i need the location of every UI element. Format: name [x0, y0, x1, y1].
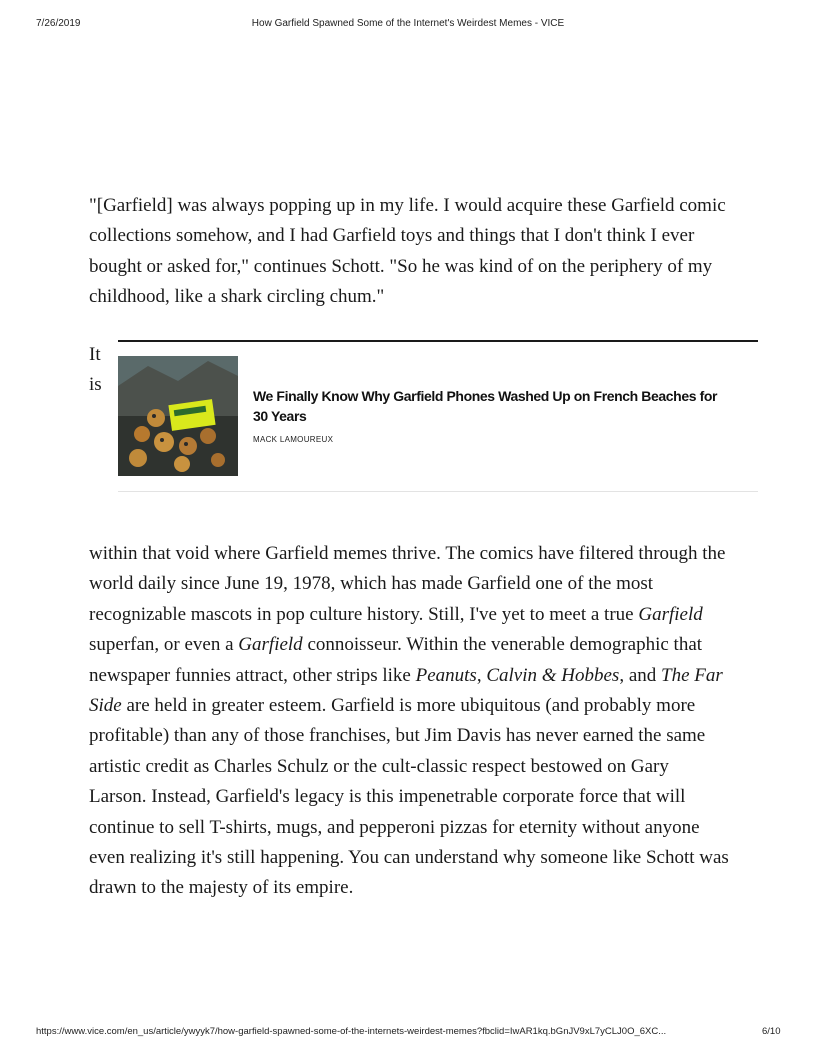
print-source-url: https://www.vice.com/en_us/article/ywyyk7/how-garfield-spawned-some-of-the-internets-weirdest-memes?fbclid=IwAR1kq.bGnJV9xL7yCLJ0O_6XC... — [36, 1026, 667, 1037]
related-article-headline[interactable]: We Finally Know Why Garfield Phones Washed Up on French Beaches for 30 Years — [253, 388, 718, 424]
interrupted-text-word: It — [89, 344, 101, 365]
related-article-author[interactable]: MACK LAMOUREUX — [253, 435, 334, 444]
article-paragraph: within that void where Garfield memes thrive. The comics have filtered through the world daily since June 19, 1978, which has made Garfield one of the most recognizable mascots in pop culture history. Still, I've yet to meet a true Garfield superfan, or even a Garfield connoisseur. Within the venerable demographic that newspaper funnies attract, other strips like Peanuts, Calvin & Hobbes, and The Far Side are held in greater esteem. Garfield is more ubiquitous (and probably more profitable) than any of those franchises, but Jim Davis has never earned the same artistic credit as Charles Schulz or the cult-classic respect bestowed on Gary Larson. Instead, Garfield's legacy is this impenetrable corporate force that will continue to sell T-shirts, mugs, and pepperoni pizzas for eternity without anyone even realizing it's still happening. You can understand why someone like Schott was drawn to the majesty of its empire. — [89, 543, 729, 899]
print-date: 7/26/2019 — [36, 18, 81, 29]
garfield-phones-beach-photo-icon[interactable] — [118, 356, 238, 476]
card-top-rule — [118, 340, 758, 342]
print-page-number: 6/10 — [762, 1026, 781, 1037]
print-page-title: How Garfield Spawned Some of the Internet's Weirdest Memes - VICE — [251, 18, 565, 29]
interrupted-text-word: is — [89, 374, 102, 395]
article-paragraph: "[Garfield] was always popping up in my life. I would acquire these Garfield comic collections somehow, and I had Garfield toys and things that I don't think I ever bought or asked for," continues Schott. "So he was kind of on the periphery of my childhood, like a shark circling chum." — [89, 195, 726, 308]
card-bottom-divider — [118, 491, 758, 492]
